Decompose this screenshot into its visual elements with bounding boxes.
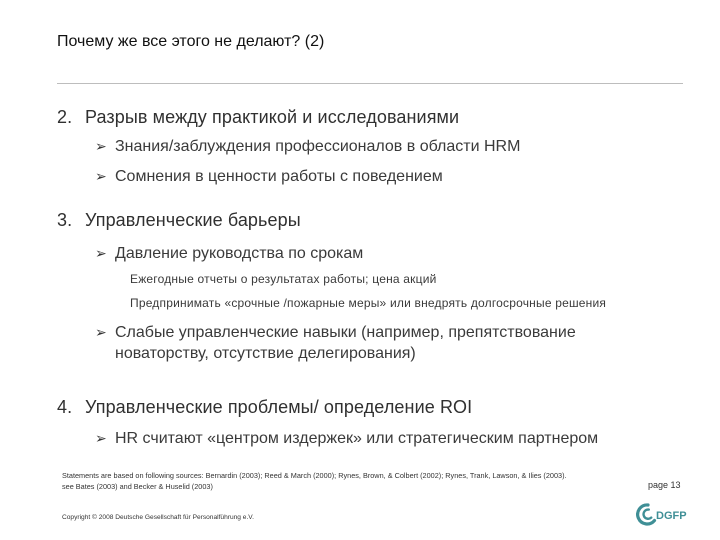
logo-text: DGFP <box>656 510 687 522</box>
bullet-item <box>95 428 695 449</box>
section-heading-text: Управленческие барьеры <box>85 210 301 230</box>
slide-title: Почему же все этого не делают? (2) <box>57 33 325 50</box>
bullet-text: Слабые управленческие навыки (например, препятствование новаторству, отсутствие делегирования) <box>115 324 576 362</box>
bullet-text: Сомнения в ценности работы с поведением <box>115 168 443 185</box>
page-number: page 13 <box>648 480 681 490</box>
arrowhead-icon: ➢ <box>95 245 107 261</box>
bullet-item <box>95 136 615 157</box>
bullet-item <box>95 322 655 364</box>
title-divider <box>57 83 683 84</box>
section-heading-4 <box>57 397 472 418</box>
bullet-item <box>95 166 615 187</box>
section-number: 3. <box>57 210 73 230</box>
section-number: 4. <box>57 397 73 417</box>
arrowhead-icon: ➢ <box>95 168 107 184</box>
dgfp-logo <box>636 500 696 528</box>
arrowhead-icon: ➢ <box>95 430 107 446</box>
section-number: 2. <box>57 107 73 127</box>
bullet-text: Знания/заблуждения профессионалов в области HRM <box>115 138 521 155</box>
section-heading-text: Управленческие проблемы/ определение ROI <box>85 397 473 417</box>
footnote-line: Statements are based on following sources: Bernardin (2003); Reed & March (2000); Rynes, Brown, & Colbert (2002); Rynes, Trank, Lawson, & Ilies (2003). <box>62 471 567 480</box>
copyright-notice: Copyright © 2008 Deutsche Gesellschaft für Personalführung e.V. <box>62 514 254 521</box>
section-heading-2 <box>57 107 459 128</box>
sources-footnote <box>62 470 567 492</box>
sub-item: Ежегодные отчеты о результатах работы; цена акций <box>130 272 437 286</box>
bullet-text: Давление руководства по срокам <box>115 245 364 262</box>
section-heading-text: Разрыв между практикой и исследованиями <box>85 107 460 127</box>
bullet-text: HR считают «центром издержек» или стратегическим партнером <box>115 430 599 447</box>
footnote-line: see Bates (2003) and Becker & Huselid (2003) <box>62 482 213 491</box>
sub-item: Предпринимать «срочные /пожарные меры» или внедрять долгосрочные решения <box>130 296 607 310</box>
arrowhead-icon: ➢ <box>95 138 107 154</box>
bullet-item <box>95 243 615 264</box>
arrowhead-icon: ➢ <box>95 324 107 340</box>
section-heading-3 <box>57 210 301 231</box>
